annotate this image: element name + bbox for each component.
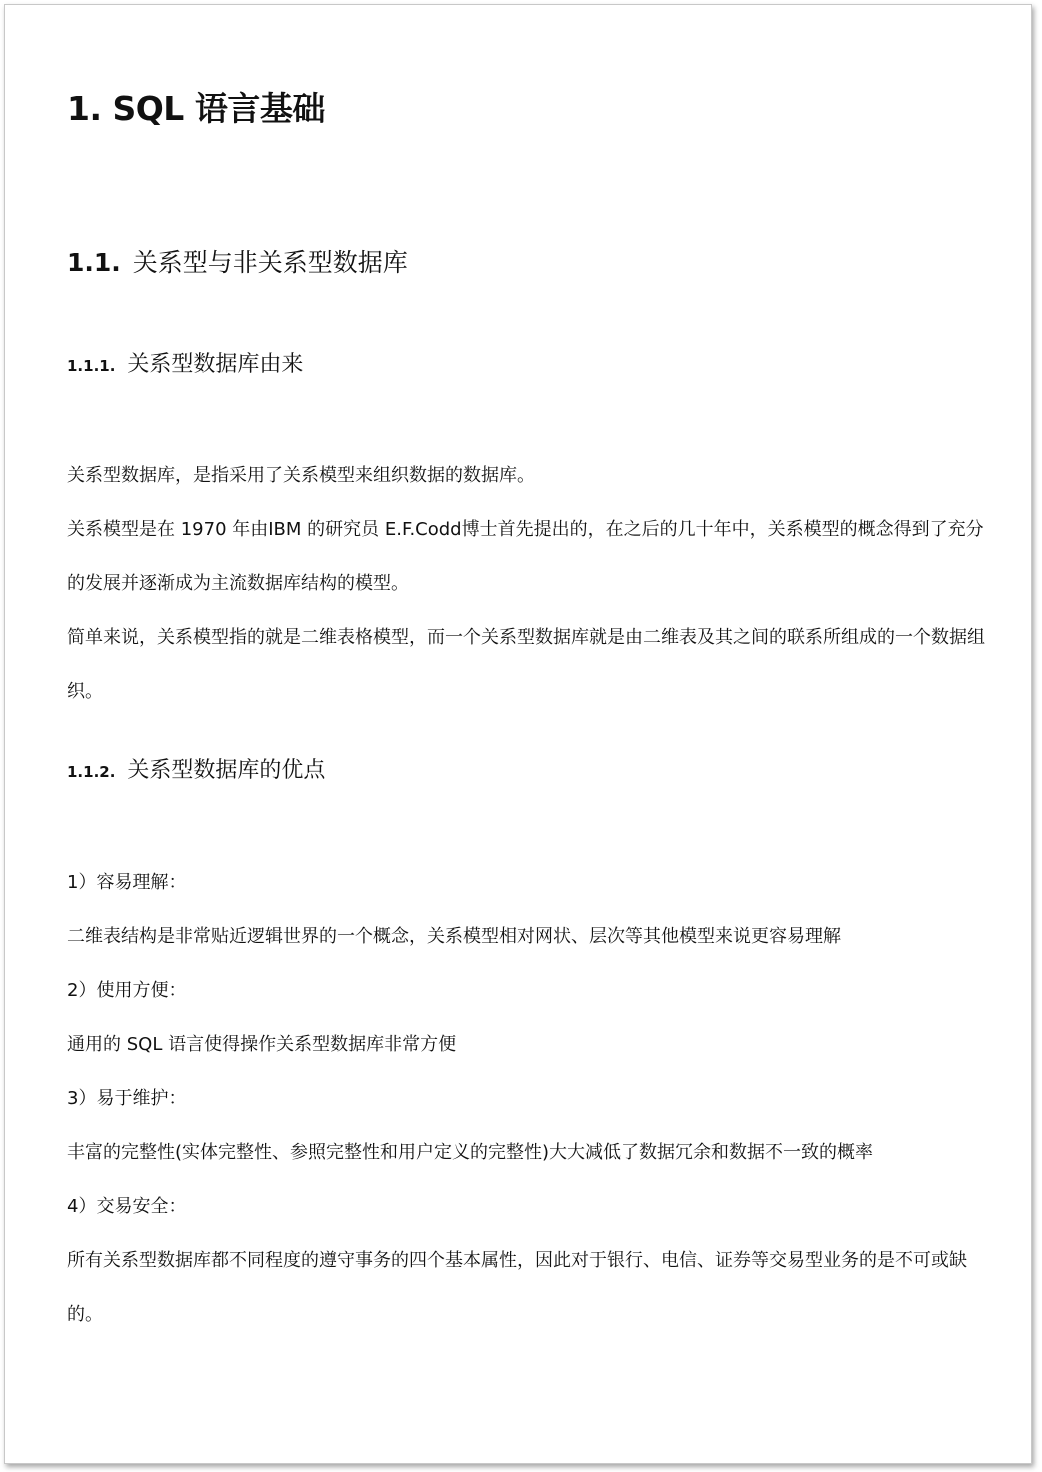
- document-page: [4, 4, 1032, 1464]
- document-content: [67, 81, 987, 1342]
- list-item-title: 4）交易安全：: [67, 1196, 187, 1217]
- heading-2: [67, 241, 987, 285]
- list-item-title: 3）易于维护：: [67, 1088, 187, 1109]
- paragraph: 关系模型是在 1970 年由IBM 的研究员 E.F.Codd博士首先提出的，在之后的几十年中，关系模型的概念得到了充分的发展并逐渐成为主流数据库结构的模型。: [67, 519, 984, 594]
- heading-2-number: 1.1.: [67, 248, 121, 277]
- heading-3-text: 关系型数据库由来: [127, 352, 304, 377]
- heading-3-text: 关系型数据库的优点: [127, 758, 326, 783]
- heading-3-number: 1.1.1.: [67, 357, 116, 375]
- paragraph: 所有关系型数据库都不同程度的遵守事务的四个基本属性，因此对于银行、电信、证券等交易型业务的是不可或缺的。: [67, 1250, 967, 1325]
- paragraph: 通用的 SQL 语言使得操作关系型数据库非常方便: [67, 1034, 457, 1055]
- paragraph: 二维表结构是非常贴近逻辑世界的一个概念，关系模型相对网状、层次等其他模型来说更容易理解: [67, 926, 841, 947]
- paragraph: 简单来说，关系模型指的就是二维表格模型，而一个关系型数据库就是由二维表及其之间的联系所组成的一个数据组织。: [67, 627, 985, 702]
- section-origin-body: [67, 449, 987, 719]
- paragraph: 丰富的完整性(实体完整性、参照完整性和用户定义的完整性)大大减低了数据冗余和数据不一致的概率: [67, 1142, 874, 1163]
- heading-3-number: 1.1.2.: [67, 763, 116, 781]
- heading-2-text: 关系型与非关系型数据库: [132, 248, 408, 277]
- list-item-title: 1）容易理解：: [67, 872, 187, 893]
- paragraph: 关系型数据库，是指采用了关系模型来组织数据的数据库。: [67, 465, 535, 486]
- heading-3-origin: [67, 345, 987, 385]
- heading-3-advantages: [67, 751, 987, 791]
- list-item-title: 2）使用方便：: [67, 980, 187, 1001]
- heading-1: 1. SQL 语言基础: [67, 89, 325, 128]
- section-advantages-body: [67, 856, 987, 1342]
